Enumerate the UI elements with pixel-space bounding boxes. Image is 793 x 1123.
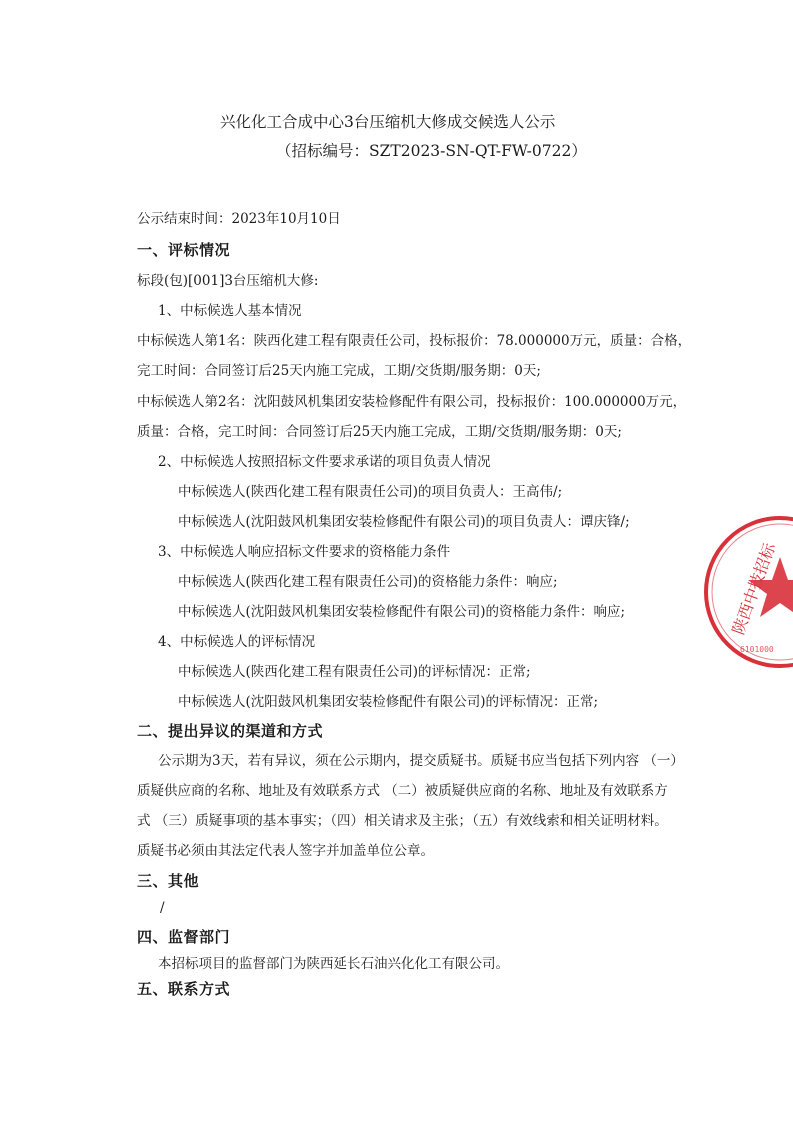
subheading-project-leaders: 2、中标候选人按照招标文件要求承诺的项目负责人情况 xyxy=(158,454,491,470)
tender-number: （招标编号：SZT2023-SN-QT-FW-0722） xyxy=(276,142,587,160)
project-leader-1: 中标候选人(陕西化建工程有限责任公司)的项目负责人：王高伟/; xyxy=(178,484,563,500)
subheading-evaluation-status: 4、中标候选人的评标情况 xyxy=(158,634,316,650)
project-leader-2: 中标候选人(沈阳鼓风机集团安装检修配件有限公司)的项目负责人：谭庆锋/; xyxy=(178,514,630,530)
qualification-1: 中标候选人(陕西化建工程有限责任公司)的资格能力条件：响应; xyxy=(178,574,558,590)
evaluation-1: 中标候选人(陕西化建工程有限责任公司)的评标情况：正常; xyxy=(178,664,531,680)
subheading-qualifications: 3、中标候选人响应招标文件要求的资格能力条件 xyxy=(158,544,451,560)
section-heading-contact: 五、联系方式 xyxy=(137,980,231,998)
lot-label: 标段(包)[001]3台压缩机大修: xyxy=(137,273,319,289)
supervision-content: 本招标项目的监督部门为陕西延长石油兴化化工有限公司。 xyxy=(158,956,509,972)
section-heading-other: 三、其他 xyxy=(137,872,200,890)
seal-graphic xyxy=(700,512,793,672)
qualification-2: 中标候选人(沈阳鼓风机集团安装检修配件有限公司)的资格能力条件：响应; xyxy=(178,604,626,620)
subheading-candidates: 1、中标候选人基本情况 xyxy=(158,303,302,319)
candidate-2-line-1: 中标候选人第2名：沈阳鼓风机集团安装检修配件有限公司，投标报价：100.000000万元， xyxy=(137,394,687,410)
other-content: / xyxy=(160,900,165,916)
objection-line-4: 质疑书必须由其法定代表人签字并加盖单位公章。 xyxy=(137,843,434,859)
objection-line-3: 式 （三）质疑事项的基本事实；（四）相关请求及主张；（五）有效线索和相关证明材料。 xyxy=(137,813,668,829)
section-heading-evaluation: 一、评标情况 xyxy=(137,241,231,259)
candidate-1-line-1: 中标候选人第1名：陕西化建工程有限责任公司，投标报价：78.000000万元，质量：合格， xyxy=(137,333,692,349)
candidate-2-line-2: 质量：合格，完工时间：合同签订后25天内施工完成，工期/交货期/服务期：0天; xyxy=(137,424,622,440)
svg-text:陕西中技招标: 陕西中技招标 xyxy=(728,540,780,638)
objection-line-1: 公示期为3天，若有异议，须在公示期内，提交质疑书。质疑书应当包括下列内容 （一） xyxy=(158,753,684,769)
section-heading-objections: 二、提出异议的渠道和方式 xyxy=(137,722,324,740)
publicity-end-time: 公示结束时间：2023年10月10日 xyxy=(137,211,341,227)
svg-text:6101000: 6101000 xyxy=(740,645,774,654)
objection-line-2: 质疑供应商的名称、地址及有效联系方式 （二）被质疑供应商的名称、地址及有效联系方 xyxy=(137,783,668,799)
evaluation-2: 中标候选人(沈阳鼓风机集团安装检修配件有限公司)的评标情况：正常; xyxy=(178,694,599,710)
document-title: 兴化化工合成中心3台压缩机大修成交候选人公示 xyxy=(220,113,556,131)
company-seal xyxy=(700,512,793,672)
candidate-1-line-2: 完工时间：合同签订后25天内施工完成，工期/交货期/服务期：0天; xyxy=(137,363,541,379)
section-heading-supervision: 四、监督部门 xyxy=(137,928,231,946)
